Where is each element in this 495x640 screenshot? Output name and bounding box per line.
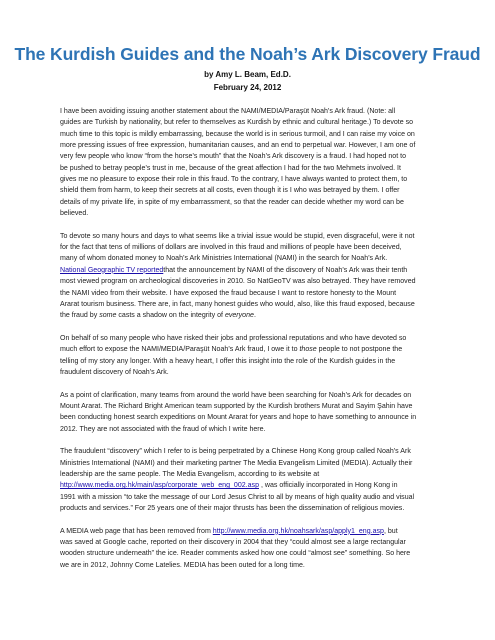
text-line: much effort to expose the NAMI/MEDIA/Paraşüt Noah’s Ark fraud, I owe it to those people to not postpone the xyxy=(60,346,403,354)
text-line: many of whom donated money to Noah’s Ark Ministries International (NAMI) in the search for Noah’s Ark. xyxy=(60,255,388,263)
text-line: telling of my story any longer. With a heavy heart, I offer this insight into the role of the Kurdish guides in the xyxy=(60,357,396,365)
hyperlink[interactable]: National Geographic TV reported xyxy=(60,266,164,274)
text-line: the fraud by some casts a shadow on the integrity of everyone. xyxy=(60,312,256,320)
article-body xyxy=(60,106,440,582)
paragraph xyxy=(60,526,440,571)
paragraph xyxy=(60,390,440,435)
text-line: National Geographic TV reportedthat the announcement by NAMI of the discovery of Noah’s Ark was their tenth xyxy=(60,266,408,274)
text-line: On behalf of so many people who have risked their jobs and professional reputations and who have devoted so xyxy=(60,334,407,342)
text-line: As a point of clarification, many teams from around the world have been searching for Noah’s Ark for decades on xyxy=(60,391,412,399)
paragraph xyxy=(60,106,440,219)
hyperlink[interactable]: http://www.media.org.hk/main/asp/corporate_web_eng_002.asp xyxy=(60,482,259,490)
emphasis-text: everyone xyxy=(224,312,254,320)
emphasis-text: those xyxy=(299,346,317,354)
paragraph xyxy=(60,231,440,322)
date-line: February 24, 2012 xyxy=(213,83,282,92)
text-line: http://www.media.org.hk/main/asp/corporate_web_eng_002.asp , was officially incorporated in Hong Kong in xyxy=(60,482,398,490)
text-line: more pressing issues of free expression, humanitarian causes, and an end to perpetual war. However, I am one of xyxy=(60,142,416,150)
text-line: To devote so many hours and days to what seems like a trivial issue would be stupid, even disgraceful, were it not xyxy=(60,232,415,240)
text-line: fraudulent discovery of Noah’s Ark. xyxy=(60,368,169,376)
paragraph xyxy=(60,333,440,378)
document-title: The Kurdish Guides and the Noah’s Ark Discovery Fraud xyxy=(14,44,481,64)
text-line: gives me no pleasure to expose their role in this fraud. To the contrary, I have always wanted to protect them, to xyxy=(60,176,408,184)
text-line: been conducting honest search expeditions on Mount Ararat for years and hope to have something to announce in xyxy=(60,414,417,422)
text-line: for the fact that tens of millions of dollars are involved in this fraud and millions of people have been deceived, xyxy=(60,244,402,252)
text-line: 2012. They are not associated with the fraud of which I write here. xyxy=(60,425,266,433)
text-line: A MEDIA web page that has been removed from http://www.media.org.hk/noahsark/asp/apply1_eng.asp, but xyxy=(60,527,398,535)
text-line: much time to this topic is mildly embarrassing, because the world is in serious turmoil, and I can raise my voice on xyxy=(60,130,415,138)
text-line: Mount Ararat. The Richard Bright American team supported by the Kurdish brothers Murat and Sayim Şahin have xyxy=(60,402,413,410)
text-line: Ararat tourism business. There are, in fact, many honest guides who would, also, like this fraud exposed, because xyxy=(60,300,415,308)
text-line: shield them from harm, to keep their secrets at all costs, even though it is I who was betrayed by them. I offer xyxy=(60,187,400,195)
text-line: details of my private life, in spite of my embarrassment, so that the reader can decide whether my word can be xyxy=(60,198,404,206)
text-line: we are in 2012, Johnny Come Latelies. MEDIA has been outed for a long time. xyxy=(60,561,305,569)
text-line: very few people who know “from the horse’s mouth” that the Noah’s Ark discovery is a fraud. I had hoped not to xyxy=(60,153,407,161)
text-line: I have been avoiding issuing another statement about the NAMI/MEDIA/Paraşüt Noah’s Ark fraud. (Note: all xyxy=(60,108,396,115)
text-line: wooden structure underneath” the ice. Reader comments asked how one could “almost see” something. So here xyxy=(60,550,411,558)
text-line: guides are Turkish by nationality, but refer to themselves as Kurdish by ethnic and cultural heritage.) To devote so xyxy=(60,119,414,127)
text-line: was saved at Google cache, reported on their discovery in 2004 that they “could almost see a large rectangular xyxy=(60,539,406,547)
text-line: 1991 with a mission “to take the message of our Lord Jesus Christ to all by means of high quality audio and visual xyxy=(60,493,415,501)
text-line: leadership are the same people. The Media Evangelism, according to its website at xyxy=(60,471,320,478)
text-line: The fraudulent “discovery” which I refer to is being perpetrated by a Chinese Hong Kong group called Noah’s Ark xyxy=(60,448,411,456)
paragraph xyxy=(60,446,440,514)
text-line: Ministries International (NAMI) and their marketing partner The Media Evangelism Limited (MEDIA). Actually their xyxy=(60,459,413,467)
author-line: by Amy L. Beam, Ed.D. xyxy=(204,70,291,79)
text-line: products and services.” For 25 years one of their major thrusts has been the dissemination of religious movies. xyxy=(60,505,405,513)
text-line: most viewed program on archeological discoveries in 2010. So NatGeoTV was also betrayed. They have removed xyxy=(60,278,416,286)
text-line: believed. xyxy=(60,210,89,218)
text-line: the NAMI video from their website. I have exposed the fraud because I want to restore honesty to the Mount xyxy=(60,289,397,297)
emphasis-text: some xyxy=(99,312,117,320)
text-line: be pushed to betray people’s trust in me, because of the great affection I had for the two Mehmets involved. It xyxy=(60,164,401,172)
hyperlink[interactable]: http://www.media.org.hk/noahsark/asp/apply1_eng.asp xyxy=(212,527,384,535)
